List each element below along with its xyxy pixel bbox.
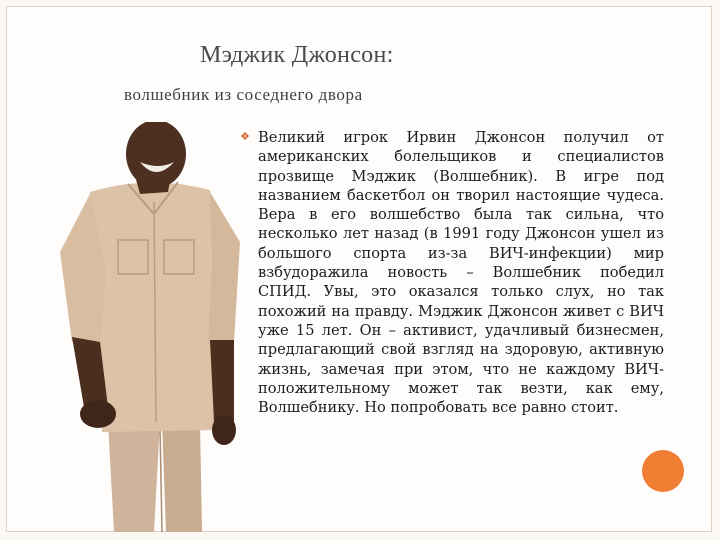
slide-title: Мэджик Джонсон: xyxy=(200,42,394,68)
body-paragraph: Великий игрок Ирвин Джонсон получил от американских болельщиков и специалистов прозвище Мэджик (Волшебник). В игре под названием баскетбол он творил настоящие чудеса. Вера в его волшебство была так сильна, что несколько лет назад (в 1991 году Джонсон ушел из большого спорта из-за ВИЧ-инфекции) мир взбудоражила новость – Волшебник победил СПИД. Увы, это оказался только слух, но так похожий на правду. Мэджик Джонсон живет с ВИЧ уже 15 лет. Он – активист, удачливый бизнесмен, предлагающий свой взгляд на здоровую, активную жизнь, замечая при этом, что не каждому ВИЧ-положительному может так везти, как ему, Волшебнику. Но попробовать все равно стоит. xyxy=(258,129,664,417)
bullet-diamond-icon: ❖ xyxy=(240,130,250,143)
slide-subtitle: волшебник из соседнего двора xyxy=(124,85,363,104)
orange-circle-decoration xyxy=(642,450,684,492)
person-photo xyxy=(50,122,250,534)
